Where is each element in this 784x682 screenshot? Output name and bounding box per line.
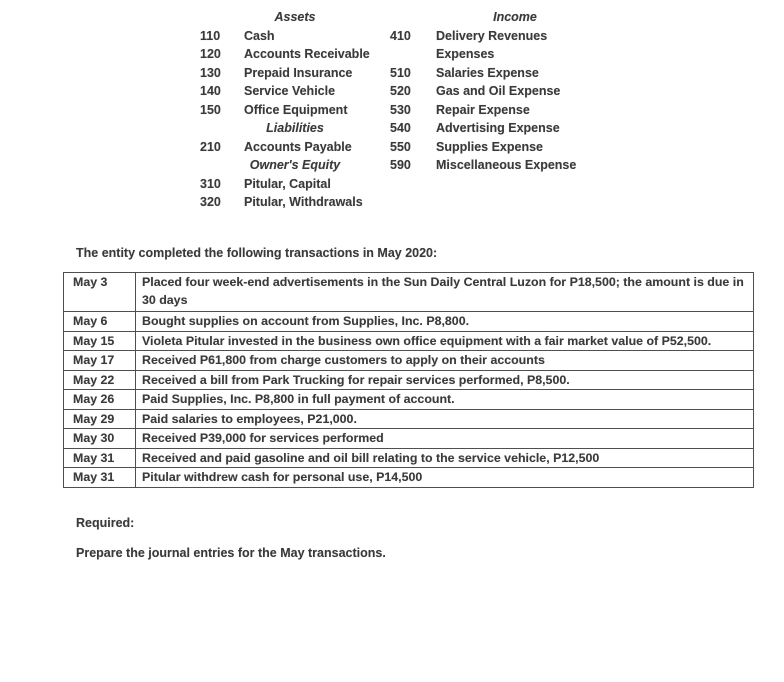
account-code: 590 — [390, 158, 411, 172]
transaction-date: May 31 — [64, 468, 136, 488]
transaction-row — [64, 331, 754, 351]
account-code: 310 — [200, 176, 221, 191]
transaction-description: Received P61,800 from charge customers to apply on their accounts — [136, 351, 754, 371]
transactions-table — [63, 272, 754, 488]
transaction-date: May 30 — [64, 429, 136, 449]
account-name: Cash — [244, 28, 275, 43]
assets-section-header: Assets — [274, 10, 316, 24]
owners-equity-section-header: Owner's Equity — [249, 158, 341, 172]
transaction-row — [64, 409, 754, 429]
account-name: Salaries Expense — [436, 65, 539, 80]
account-code: 540 — [390, 121, 411, 135]
transaction-date: May 26 — [64, 390, 136, 410]
transaction-description: Received and paid gasoline and oil bill relating to the service vehicle, P12,500 — [136, 448, 754, 468]
account-code: 120 — [200, 47, 221, 61]
account-row — [200, 64, 640, 83]
account-name: Advertising Expense — [436, 121, 560, 135]
account-code: 140 — [200, 84, 221, 98]
instruction-text: Prepare the journal entries for the May transactions. — [76, 546, 386, 560]
transaction-description: Violeta Pitular invested in the business own office equipment with a fair market value of P52,500. — [136, 331, 754, 351]
account-name: Delivery Revenues — [436, 28, 548, 43]
account-name: Miscellaneous Expense — [436, 158, 577, 172]
account-row — [200, 119, 640, 138]
transaction-row — [64, 448, 754, 468]
transaction-date: May 15 — [64, 331, 136, 351]
account-name: Supplies Expense — [436, 139, 543, 154]
account-code: 210 — [200, 139, 221, 154]
account-name: Office Equipment — [244, 102, 348, 117]
account-name: Gas and Oil Expense — [436, 84, 561, 98]
account-code: 150 — [200, 102, 221, 117]
transaction-description: Placed four week-end advertisements in the Sun Daily Central Luzon for P18,500; the amount is due in 30 days — [136, 273, 754, 312]
accounts-header-row — [200, 8, 640, 27]
transaction-description: Received P39,000 for services performed — [136, 429, 754, 449]
transaction-description: Received a bill from Park Trucking for repair services performed, P8,500. — [136, 370, 754, 390]
account-code: 130 — [200, 65, 221, 80]
account-row — [200, 175, 640, 194]
transaction-row — [64, 390, 754, 410]
account-name: Pitular, Capital — [244, 176, 331, 191]
transaction-date: May 17 — [64, 351, 136, 371]
account-code: 510 — [390, 65, 411, 80]
transaction-description: Paid Supplies, Inc. P8,800 in full payment of account. — [136, 390, 754, 410]
account-code: 530 — [390, 102, 411, 117]
account-code: 320 — [200, 195, 221, 209]
account-row — [200, 101, 640, 120]
transaction-row — [64, 273, 754, 312]
account-row — [200, 193, 640, 212]
account-name: Pitular, Withdrawals — [244, 195, 363, 209]
account-row — [200, 82, 640, 101]
transactions-intro: The entity completed the following transactions in May 2020: — [76, 246, 438, 260]
income-section-header: Income — [493, 10, 537, 24]
required-label: Required: — [76, 516, 135, 530]
transaction-date: May 6 — [64, 312, 136, 332]
account-name: Repair Expense — [436, 102, 530, 117]
transaction-description: Paid salaries to employees, P21,000. — [136, 409, 754, 429]
transaction-description: Pitular withdrew cash for personal use, P14,500 — [136, 468, 754, 488]
transaction-row — [64, 351, 754, 371]
account-row — [200, 27, 640, 46]
account-code: 110 — [200, 28, 221, 43]
transaction-date: May 22 — [64, 370, 136, 390]
transaction-row — [64, 468, 754, 488]
account-code: 520 — [390, 84, 411, 98]
account-row — [200, 45, 640, 64]
account-name: Accounts Payable — [244, 139, 352, 154]
account-row — [200, 138, 640, 157]
account-code: 410 — [390, 28, 411, 43]
account-name: Accounts Receivable — [244, 47, 370, 61]
transaction-date: May 3 — [64, 273, 136, 312]
account-name: Prepaid Insurance — [244, 65, 353, 80]
transaction-row — [64, 429, 754, 449]
transaction-date: May 29 — [64, 409, 136, 429]
chart-of-accounts — [200, 8, 640, 212]
transaction-row — [64, 370, 754, 390]
transaction-row — [64, 312, 754, 332]
transaction-date: May 31 — [64, 448, 136, 468]
account-row — [200, 156, 640, 175]
liabilities-section-header: Liabilities — [266, 121, 324, 135]
expenses-section-label: Expenses — [436, 47, 495, 61]
account-code: 550 — [390, 139, 411, 154]
transaction-description: Bought supplies on account from Supplies, Inc. P8,800. — [136, 312, 754, 332]
account-name: Service Vehicle — [244, 84, 336, 98]
